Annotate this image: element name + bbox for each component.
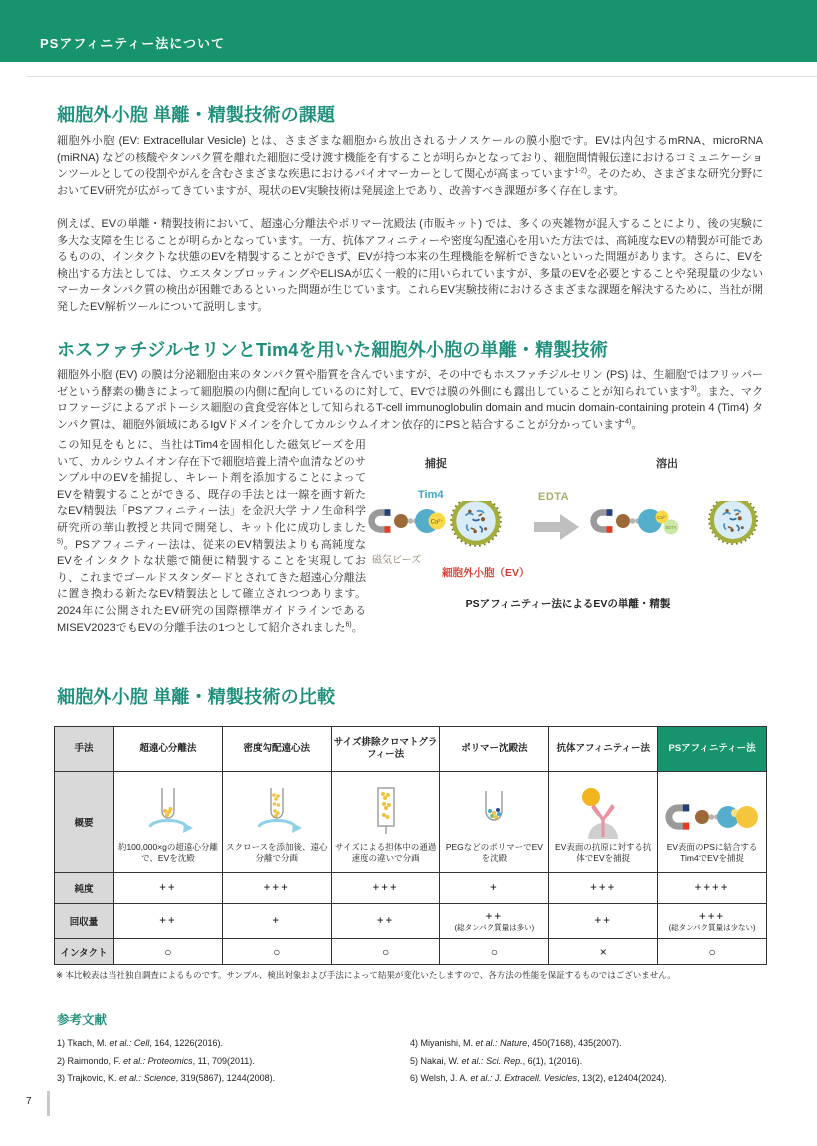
polymer-precipitation-icon [462, 787, 526, 839]
magnetic-beads-label: 磁気ビーズ [372, 555, 422, 566]
header-divider [26, 76, 817, 77]
references-right-column [410, 1035, 667, 1088]
column-header-sec: サイズ排除クロマトグラフィー法 [331, 727, 440, 772]
bead-icon [394, 514, 408, 528]
table-footnote: ※ 本比較表は当社独自調査によるものです。サンプル、検出対象および手法によって結果が変化いたしますので、各方法の性能を保証するものではございません。 [56, 970, 676, 980]
overview-cell: PEGなどのポリマーでEVを沈殿 [440, 772, 549, 873]
row-header-overview: 概要 [55, 772, 114, 873]
references-title: 参考文献 [57, 1013, 108, 1027]
sec-column-icon [354, 787, 418, 839]
overview-cell: サイズによる担体中の通過速度の違いで分画 [331, 772, 440, 873]
page-number: 7 [26, 1096, 32, 1107]
intact-cell: × [549, 939, 658, 965]
overview-cell: 約100,000×gの超遠心分離で、EVを沈殿 [114, 772, 223, 873]
table-corner-cell: 手法 [55, 727, 114, 772]
section2-paragraph-1: 細胞外小胞 (EV) の膜は分泌細胞由来のタンパク質や脂質を含んでいますが、その中でもホスファチジルセリン (PS) は、生細胞ではフリッパーゼという酵素の働きによって細胞膜の内側に配向しているのに対して、EVでは膜の外側にも露出していることが知られています$^{3)}$。また、マクロファージによるアポトーシス細胞の貪食受容体として知られるT-cell immunoglobulin domain and mucin domain-containing protein 4 (Tim4) タンパク質は、細胞外領域にあるIgVドメインを介してカルシウムイオン依存的にPSと結合することが分かっています$^{4)}$。 [57, 369, 764, 431]
references-left-column [57, 1035, 275, 1088]
antigen-icon [582, 788, 600, 806]
purity-cell: + [440, 873, 549, 904]
yield-cell: ++ (総タンパク質量は多い) [440, 904, 549, 939]
ps-affinity-figure [366, 445, 770, 623]
page-number-bar [47, 1091, 50, 1116]
table-header-row [55, 727, 767, 772]
table-intact-row [55, 939, 767, 965]
section2-paragraph-2: この知見をもとに、当社はTim4を固相化した磁気ビーズを用いて、カルシウムイオン存在下で細胞培養上清や血清などのサンプル中のEVを捕捉し、キレート剤を添加することによってEVを精製することができる、既存の手法とは一線を画す新たなEV精製法「PSアフィニティー法」を金沢大学 ナノ生命科学研究所の華山教授と共同で開発し、キット化に成功しました$^{5)}$。PSアフィニティー法は、従来のEV精製法よりも高純度なEVをインタクトな状態で簡便に精製することを実現しており、これまでゴールドスタンダードとされてきた超遠心分離法に置き換わる新たなEV精製法として確立されつつあります。2024年に公開されたEV研究の国際標準ガイドラインであるMISEV2023でもEVの分離手法の1つとして紹介されました$^{6)}$。 [57, 439, 366, 634]
column-header-density-gradient: 密度勾配遠心法 [222, 727, 331, 772]
table-yield-row [55, 904, 767, 939]
purity-cell: +++ [549, 873, 658, 904]
reference-item: 3) Trajkovic, K. et al.: Science, 319(5867), 1244(2008). [57, 1073, 276, 1083]
row-header-yield: 回収量 [55, 904, 114, 939]
table-overview-row [55, 772, 767, 873]
page-header-title: PSアフィニティー法について [40, 36, 226, 51]
magnet-icon [368, 509, 390, 532]
section1-paragraph-2: 例えば、EVの単離・精製技術において、超遠心分離法やポリマー沈殿法 (市販キット) では、多くの夾雑物が混入することにより、後の実験に多大な支障を生じることが明らかとなっています。一方、抗体アフィニティーや密度勾配遠心を用いた方法では、高純度なEVの精製が可能であるものの、インタクトな状態のEVを精製することができず、EVが持つ本来の生理機能を解析できないといった問題があります。さらに、EVを検出する方法としては、ウエスタンブロッティングやELISAが広く一般的に用いられていますが、多量のEVを必要とすることや発現量の少ないマーカータンパク質の検出が困難であるといった問題が生じています。これらEV実験技術におけるさまざまな課題を解決するために、当社が開発したEV解析ツールについて説明します。 [57, 218, 763, 313]
reference-item: 2) Raimondo, F. et al.: Proteomics, 11, 709(2011). [57, 1055, 255, 1066]
column-header-ps-affinity: PSアフィニティー法 [658, 727, 767, 772]
overview-cell: EV表面の抗原に対する抗体でEVを捕捉 [549, 772, 658, 873]
overview-cell: EV表面のPSに結合するTim4でEVを捕捉 [658, 772, 767, 873]
calcium-ion-text: Ca²⁺ [430, 519, 444, 526]
reference-item: 6) Welsh, J. A. et al.: J. Extracell. Vesicles, 13(2), e12404(2024). [410, 1073, 667, 1083]
magnet-icon [665, 804, 689, 829]
intact-cell: ○ [331, 939, 440, 965]
ev-label: 細胞外小胞（EV） [442, 567, 530, 579]
page-header-band [0, 0, 817, 62]
svg-text:Ca²⁺: Ca²⁺ [657, 515, 667, 520]
figure-elution-label: 溶出 [656, 458, 678, 470]
purity-cell: +++ [331, 873, 440, 904]
bead-icon [616, 514, 630, 528]
figure-capture-label: 捕捉 [425, 458, 447, 470]
row-header-intact: インタクト [55, 939, 114, 965]
comparison-table [54, 726, 767, 965]
antibody-icon [568, 783, 638, 839]
reference-item: 1) Tkach, M. et al.: Cell, 164, 1226(2016). [57, 1038, 223, 1048]
section3-title: 細胞外小胞 単離・精製技術の比較 [57, 687, 336, 707]
purity-cell: ++ [114, 873, 223, 904]
purity-cell: +++ [222, 873, 331, 904]
reference-item: 5) Nakai, W. et al.: Sci. Rep., 6(1), 1(2016). [410, 1055, 583, 1066]
intact-cell: ○ [658, 939, 767, 965]
intact-cell: ○ [440, 939, 549, 965]
edta-label: EDTA [538, 491, 570, 503]
column-header-antibody: 抗体アフィニティー法 [549, 727, 658, 772]
svg-text:EDTA: EDTA [665, 525, 677, 530]
figure-caption: PSアフィニティー法によるEVの単離・精製 [465, 598, 671, 610]
elution-complex-illustration [588, 501, 764, 559]
intact-cell: ○ [222, 939, 331, 965]
yield-cell: ++ [331, 904, 440, 939]
row-header-purity: 純度 [55, 873, 114, 904]
ev-vesicle-icon [452, 501, 501, 546]
arrow-right-icon [534, 513, 580, 541]
section1-title: 細胞外小胞 単離・精製技術の課題 [57, 105, 336, 125]
column-header-polymer: ポリマー沈殿法 [440, 727, 549, 772]
purity-cell: ++++ [658, 873, 767, 904]
section1-paragraph-1: 細胞外小胞 (EV: Extracellular Vesicle) とは、さまざまな細胞から放出されるナノスケールの膜小胞です。EVは内包するmRNA、microRNA (miRNA) などの核酸やタンパク質を離れた細胞に受け渡す機能を有することが明らかとなっており、細胞間情報伝達におけるコミュニケーションツールとしての役割やがんを含むさまざまな疾患におけるバイオマーカーとして関心が高まっています$^{1-2)}$。そのため、さまざまな研究分野においてEV研究が広がってきていますが、現状のEV実験技術は発展途上であり、改善すべき課題が多く存在します。 [57, 135, 764, 197]
yield-cell: +++ (総タンパク質量は少ない) [658, 904, 767, 939]
intact-cell: ○ [114, 939, 223, 965]
tim4-label: Tim4 [418, 489, 444, 501]
magnet-icon [590, 509, 612, 532]
yield-cell: + [222, 904, 331, 939]
density-gradient-icon [245, 787, 309, 839]
column-header-ultracentrifugation: 超遠心分離法 [114, 727, 223, 772]
table-purity-row [55, 873, 767, 904]
ultracentrifuge-icon [136, 787, 200, 839]
overview-cell: スクロースを添加後、遠心分離で分画 [222, 772, 331, 873]
yield-cell: ++ [114, 904, 223, 939]
section2-title: ホスファチジルセリンとTim4を用いた細胞外小胞の単離・精製技術 [57, 340, 608, 360]
reference-item: 4) Miyanishi, M. et al.: Nature, 450(7168), 435(2007). [410, 1038, 622, 1048]
yield-cell: ++ [549, 904, 658, 939]
ps-affinity-icon [662, 797, 762, 839]
ev-vesicle-icon [709, 501, 756, 544]
